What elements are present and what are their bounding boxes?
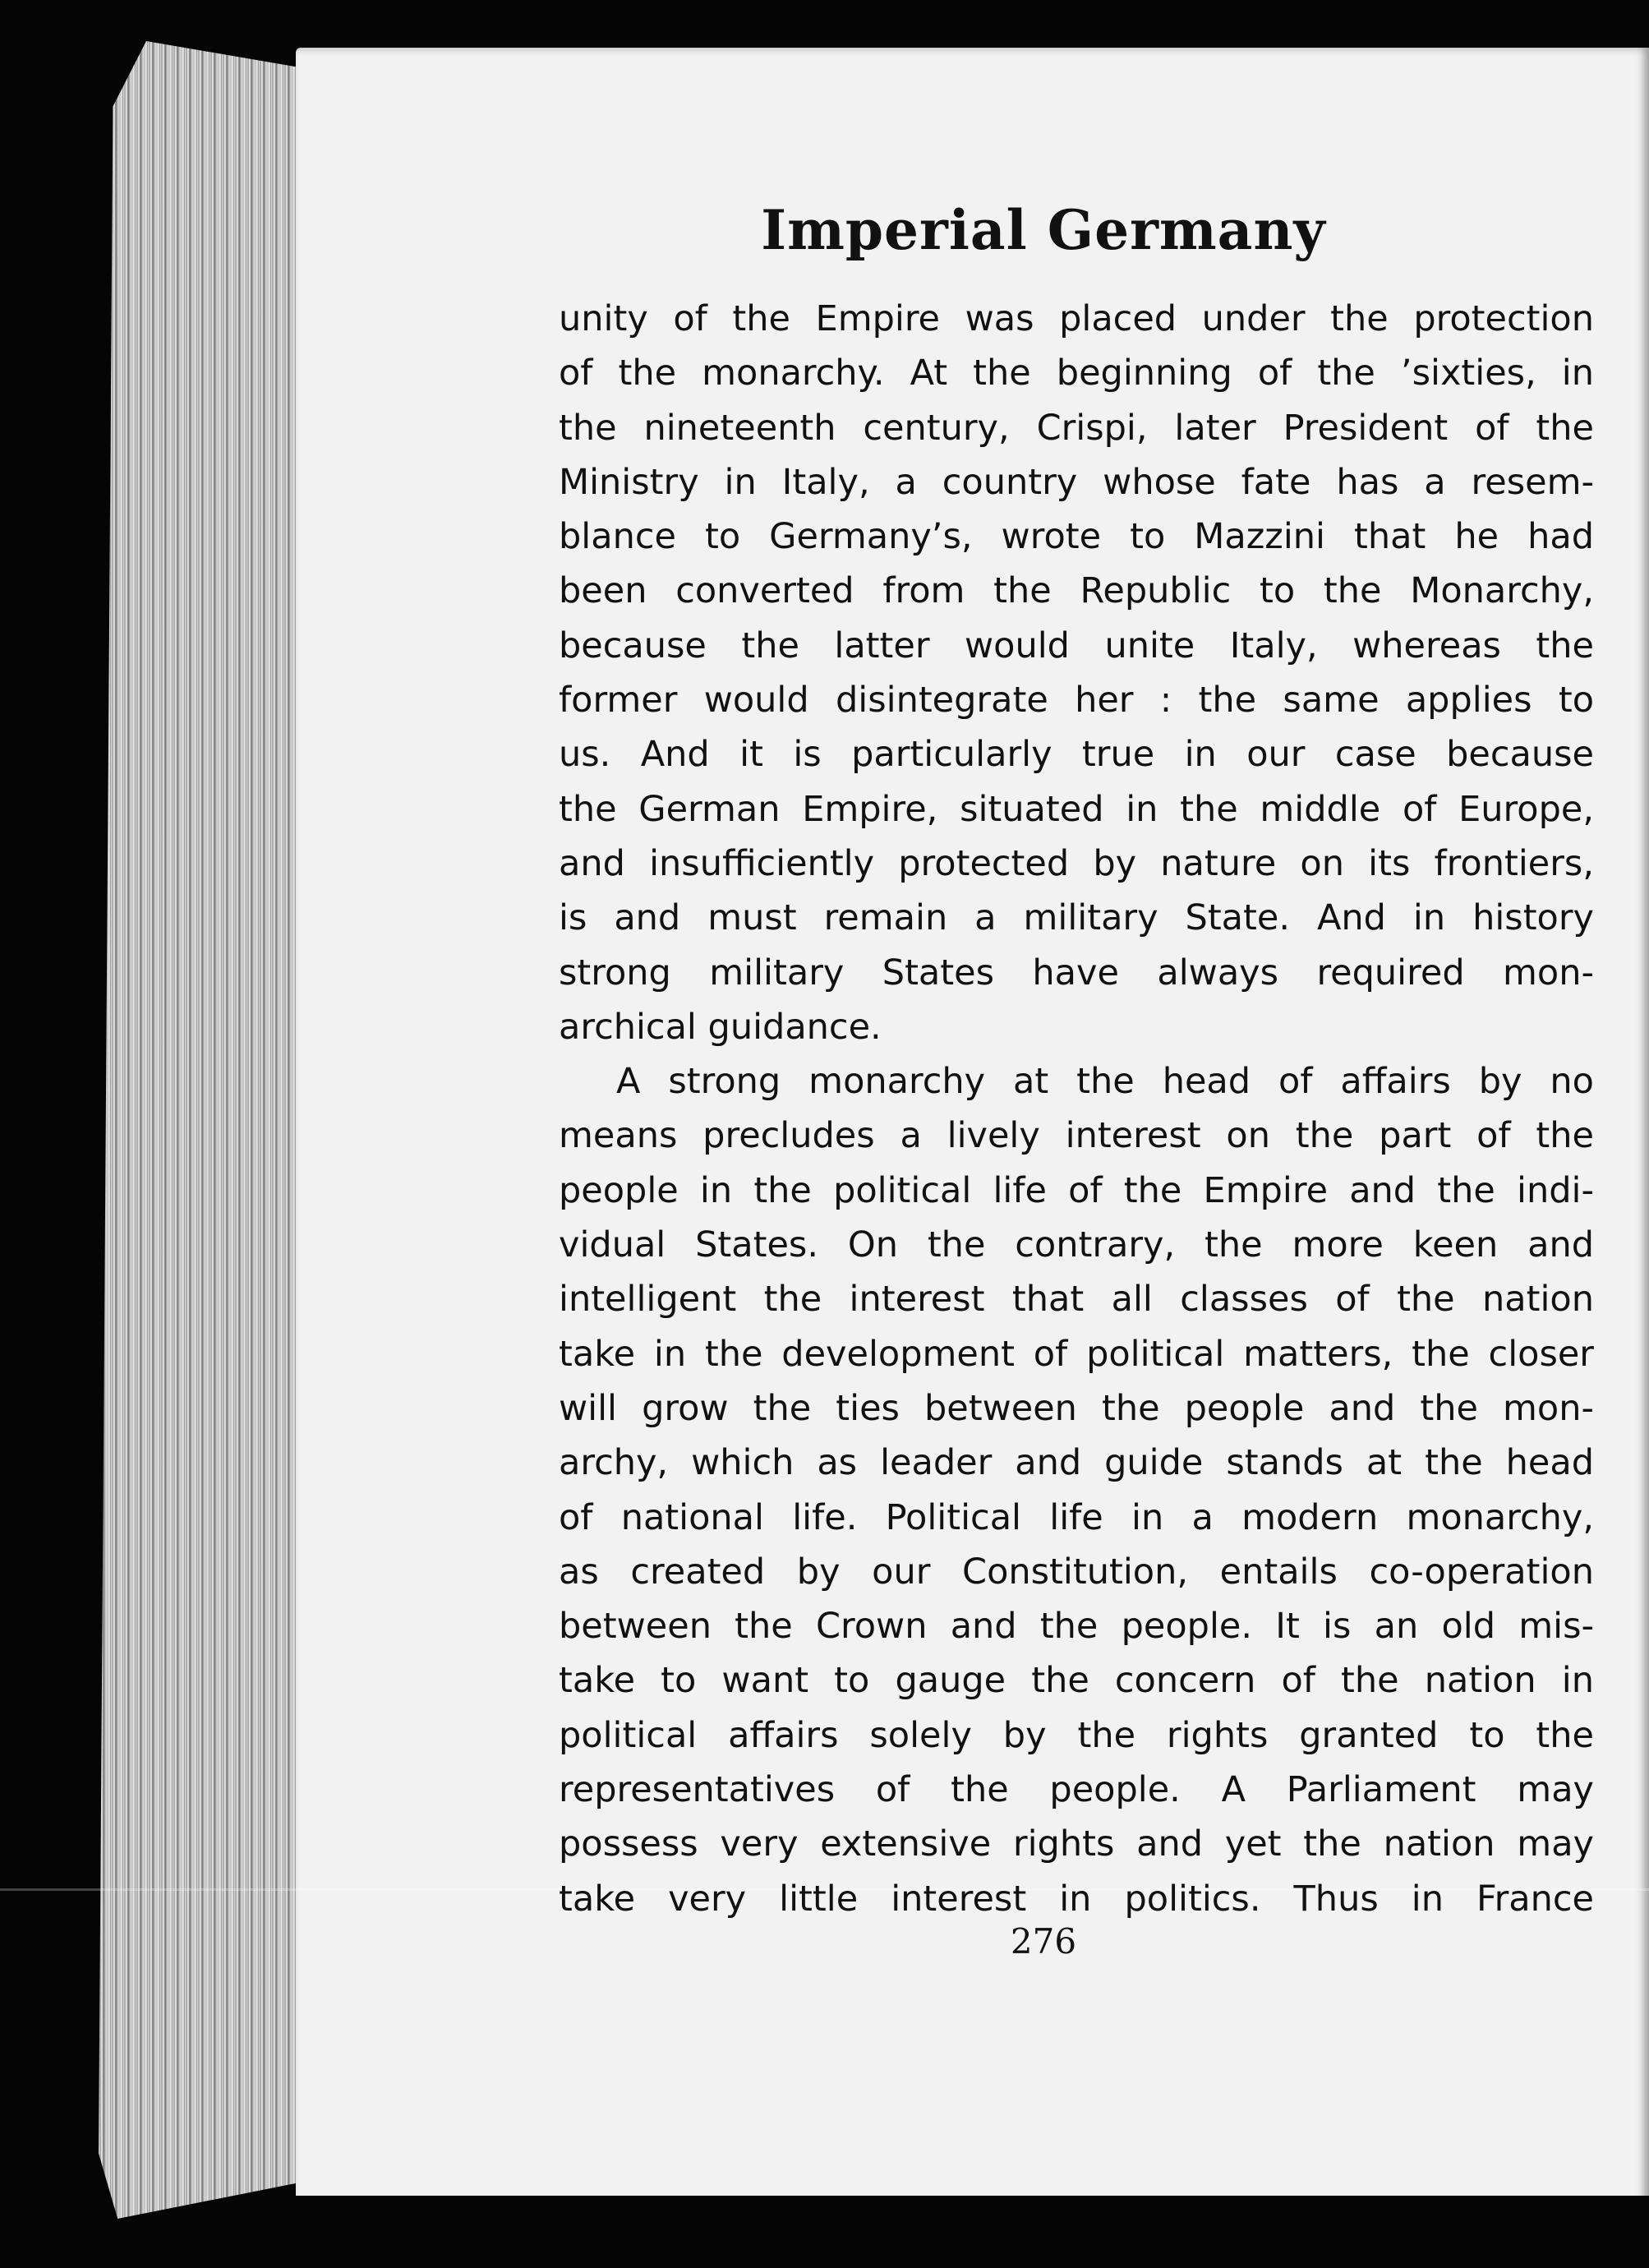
text-line: the nineteenth century, Crispi, later President of the: [559, 407, 1594, 449]
text-line: take very little interest in politics. Thus in France: [559, 1878, 1594, 1920]
text-line: between the Crown and the people. It is an old mis-: [559, 1606, 1594, 1648]
text-line: intelligent the interest that all classes of the nation: [559, 1279, 1594, 1321]
text-line: of national life. Political life in a modern monarchy,: [559, 1496, 1594, 1538]
text-line: will grow the ties between the people and the mon-: [559, 1387, 1594, 1429]
text-line: and insufficiently protected by nature on its frontiers,: [559, 842, 1594, 884]
page-number: 276: [1010, 1921, 1077, 1961]
text-line: blance to Germany’s, wrote to Mazzini that he had: [559, 516, 1594, 558]
text-line: possess very extensive rights and yet the nation may: [559, 1823, 1594, 1865]
text-line: the German Empire, situated in the middle of Europe,: [559, 788, 1594, 830]
text-line: people in the political life of the Empire and the indi-: [559, 1169, 1594, 1211]
text-line: A strong monarchy at the head of affairs by no: [616, 1061, 1594, 1103]
text-line: take to want to gauge the concern of the nation in: [559, 1660, 1594, 1702]
text-line: archical guidance.: [559, 1006, 882, 1048]
text-line: us. And it is particularly true in our case because: [559, 734, 1594, 776]
text-line: vidual States. On the contrary, the more keen and: [559, 1224, 1594, 1266]
text-line: former would disintegrate her : the same applies to: [559, 680, 1594, 721]
text-line: been converted from the Republic to the Monarchy,: [559, 570, 1594, 612]
text-line: strong military States have always required mon-: [559, 952, 1594, 993]
text-line: Ministry in Italy, a country whose fate has a resem-: [559, 461, 1594, 503]
bottom-shadow: [296, 2196, 1649, 2268]
text-line: representatives of the people. A Parliament may: [559, 1769, 1594, 1811]
page-content: [559, 197, 1594, 2005]
text-line: take in the development of political matters, the closer: [559, 1333, 1594, 1375]
running-head: Imperial Germany: [761, 198, 1326, 262]
text-line: means precludes a lively interest on the part of the: [559, 1115, 1594, 1157]
text-line: of the monarchy. At the beginning of the ’sixties, in: [559, 353, 1594, 394]
text-line: unity of the Empire was placed under the protection: [559, 298, 1594, 339]
text-line: archy, which as leader and guide stands at the head: [559, 1442, 1594, 1484]
text-line: is and must remain a military State. And in history: [559, 897, 1594, 939]
text-line: political affairs solely by the rights granted to the: [559, 1714, 1594, 1756]
body-text: [559, 292, 1594, 1926]
text-line: because the latter would unite Italy, whereas the: [559, 625, 1594, 666]
text-line: as created by our Constitution, entails co-operation: [559, 1551, 1594, 1593]
